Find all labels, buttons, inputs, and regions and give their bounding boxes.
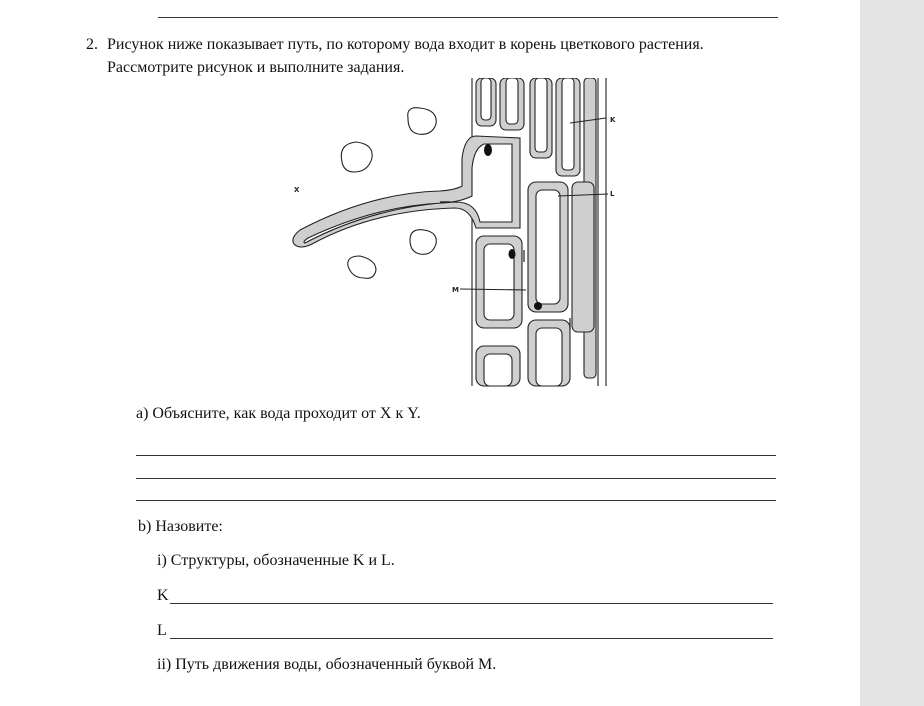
root-hair-diagram	[280, 78, 620, 388]
part-b-sub-ii: ii) Путь движения воды, обозначенный буквой M.	[157, 656, 497, 673]
part-b-prompt: b) Назовите:	[138, 518, 223, 535]
l-answer-label: L	[157, 622, 167, 639]
answer-line-a3[interactable]	[136, 500, 776, 501]
top-divider	[158, 17, 778, 18]
l-answer-line[interactable]	[170, 638, 773, 639]
k-answer-label: K	[157, 587, 169, 604]
label-l: L	[610, 190, 615, 198]
k-answer-line[interactable]	[170, 603, 773, 604]
question-text-line-2: Рассмотрите рисунок и выполните задания.	[107, 59, 405, 76]
label-k: K	[610, 116, 616, 124]
viewer-margin	[860, 0, 924, 706]
label-x: X	[294, 186, 300, 194]
question-text-line-1: Рисунок ниже показывает путь, по которому вода входит в корень цветкового растения.	[107, 36, 704, 53]
question-number: 2.	[86, 36, 98, 53]
answer-line-a1[interactable]	[136, 455, 776, 456]
part-a-prompt: a) Объясните, как вода проходит от X к Y.	[136, 405, 421, 422]
answer-line-a2[interactable]	[136, 478, 776, 479]
label-m: M	[452, 286, 459, 294]
part-b-sub-i: i) Структуры, обозначенные K и L.	[157, 552, 395, 569]
